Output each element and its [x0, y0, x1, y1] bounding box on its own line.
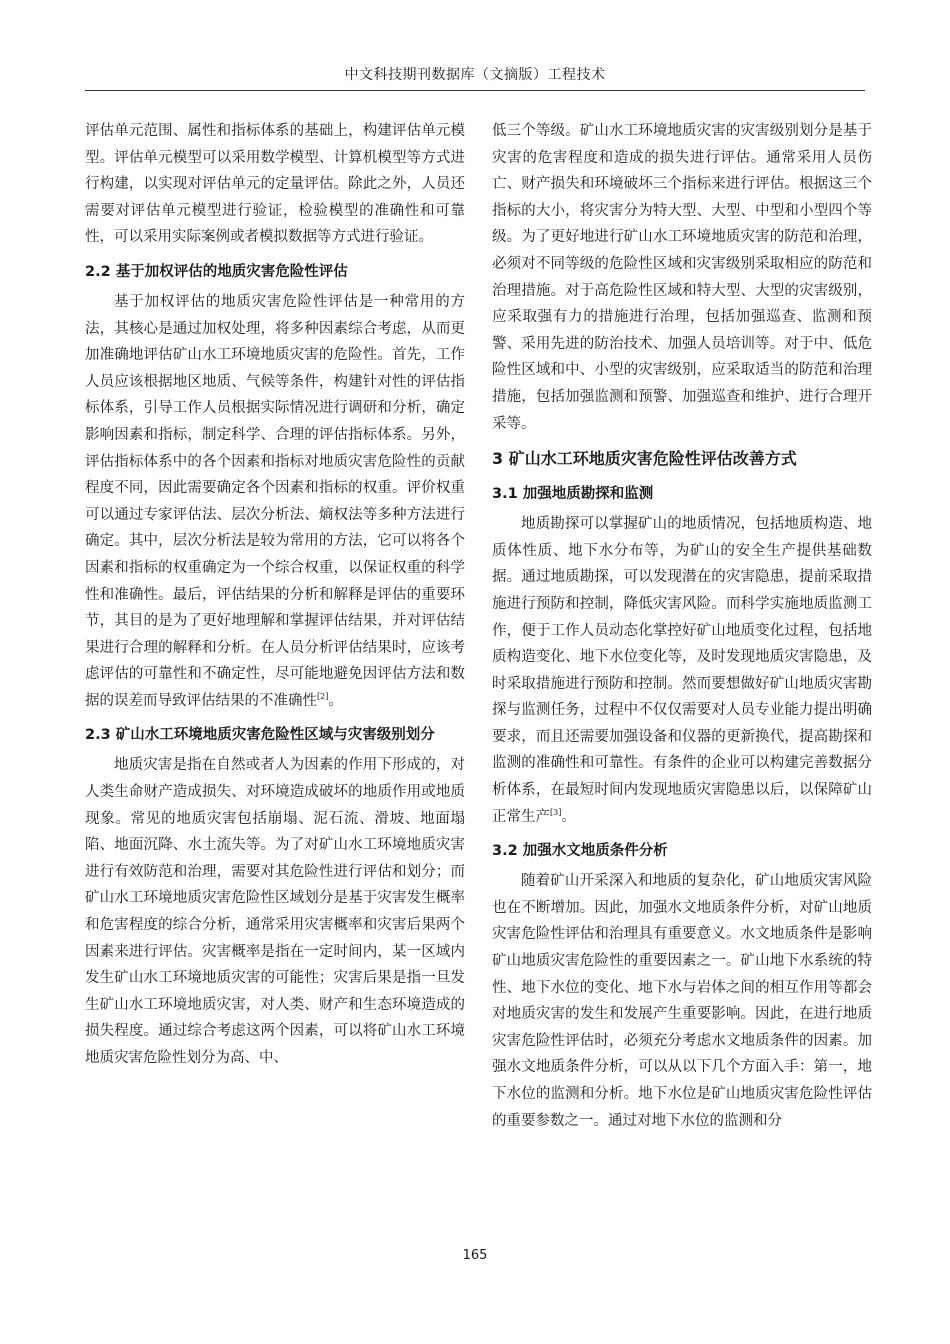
header-rule — [85, 90, 865, 91]
page-number: 165 — [462, 1248, 488, 1263]
section-heading-2-2: 2.2 基于加权评估的地质灾害危险性评估 — [85, 263, 348, 280]
paragraph-end: 。 — [561, 808, 576, 825]
paragraph — [85, 289, 465, 715]
section-heading-3-1: 3.1 加强地质勘探和监测 — [492, 486, 654, 503]
citation-ref[interactable]: [2] — [317, 692, 329, 702]
paragraph: 地质灾害是指在自然或者人为因素的作用下形成的，对人类生命财产造成损失、对环境造成破坏的地质作用或地质现象。常见的地质灾害包括崩塌、泥石流、滑坡、地面塌陷、地面沉降、水土流失等。为了对矿山水工环境地质灾害进行有效防范和治理，需要对其危险性进行评估和划分；而矿山水工环境地质灾害危险性区域划分是基于灾害发生概率和危害程度的综合分析，通常采用灾害概率和灾害后果两个因素来进行评估。灾害概率是指在一定时间内，某一区域内发生矿山水工环境地质灾害的可能性；灾害后果是指一旦发生矿山水工环境地质灾害，对人类、财产和生态环境造成的损失程度。通过综合考虑这两个因素，可以将矿山水工环境地质灾害危险性划分为高、中、 — [85, 757, 465, 1066]
left-column — [85, 118, 465, 1072]
paragraph-text: 基于加权评估的地质灾害危险性评估是一种常用的方法，其核心是通过加权处理，将多种因素综合考虑，从而更加准确地评估矿山水工环境地质灾害的危险性。首先，工作人员应该根据地区地质、气候等条件，构建针对性的评估指标体系，引导工作人员根据实际情况进行调研和分析，确定影响因素和指标，制定科学、合理的评估指标体系。另外，评估指标体系中的各个因素和指标对地质灾害危险性的贡献程度不同，因此需要确定各个因素和指标的权重。评价权重可以通过专家评估法、层次分析法、熵权法等多种方法进行确定。其中，层次分析法是较为常用的方法，它可以将各个因素和指标的权重确定为一个综合权重，以保证权重的科学性和准确性。最后，评估结果的分析和解释是评估的重要环节，其目的是为了更好地理解和掌握评估结果，并对评估结果进行合理的解释和分析。在人员分析评估结果时，应该考虑评估的可靠性和不确定性，尽可能地避免因评估方法和数据的误差而导致评估结果的不准确性 — [85, 293, 465, 709]
citation-ref[interactable]: [3] — [550, 807, 562, 817]
paragraph: 随着矿山开采深入和地质的复杂化，矿山地质灾害风险也在不断增加。因此，加强水文地质条件分析，对矿山地质灾害危险性评估和治理具有重要意义。水文地质条件是影响矿山地质灾害危险性的重要因素之一。矿山地下水系统的特性、地下水位的变化、地下水与岩体之间的相互作用等都会对地质灾害的发生和发展产生重要影响。因此，在进行地质灾害危险性评估时，必须充分考虑水文地质条件的因素。加强水文地质条件分析，可以从以下几个方面入手：第一，地下水位的监测和分析。地下水位是矿山地质灾害危险性评估的重要参数之一。通过对地下水位的监测和分 — [492, 873, 872, 1129]
paragraph: 低三个等级。矿山水工环境地质灾害的灾害级别划分是基于灾害的危害程度和造成的损失进行评估。通常采用人员伤亡、财产损失和环境破坏三个指标来进行评估。根据这三个指标的大小，将灾害分为特大型、大型、中型和小型四个等级。为了更好地进行矿山水工环境地质灾害的防范和治理，必须对不同等级的危险性区域和灾害级别采取相应的防范和治理措施。对于高危险性区域和特大型、大型的灾害级别，应采取强有力的措施进行治理，包括加强巡查、监测和预警、采用先进的防治技术、加强人员培训等。对于中、低危险性区域和中、小型的灾害级别，应采取适当的防范和治理措施，包括加强监测和预警、加强巡查和维护、进行合理开采等。 — [492, 123, 872, 432]
section-heading-2-3: 2.3 矿山水工环境地质灾害危险性区域与灾害级别划分 — [85, 727, 435, 744]
paragraph — [492, 511, 872, 830]
right-column — [492, 118, 872, 1134]
section-heading-3-2: 3.2 加强水文地质条件分析 — [492, 843, 668, 860]
section-heading-3: 3 矿山水工环地质灾害危险性评估改善方式 — [492, 449, 797, 469]
paragraph-end: 。 — [328, 692, 343, 709]
paragraph: 评估单元范围、属性和指标体系的基础上，构建评估单元模型。评估单元模型可以采用数学模型、计算机模型等方式进行构建，以实现对评估单元的定量评估。除此之外，人员还需要对评估单元模型进行验证，检验模型的准确性和可靠性，可以采用实际案例或者模拟数据等方式进行验证。 — [85, 123, 465, 246]
paragraph-text: 地质勘探可以掌握矿山的地质情况，包括地质构造、地质体性质、地下水分布等，为矿山的安全生产提供基础数据。通过地质勘探，可以发现潜在的灾害隐患，提前采取措施进行预防和控制，降低灾害风险。而科学实施地质监测工作，便于工作人员动态化掌控好矿山地质变化过程，包括地质构造变化、地下水位变化等，及时发现地质灾害隐患，及时采取措施进行预防和控制。然而要想做好矿山地质灾害勘探与监测任务，过程中不仅仅需要对人员专业能力提出明确要求，而且还需要加强设备和仪器的更新换代，提高勘探和监测的准确性和可靠性。有条件的企业可以构建完善数据分析体系，在最短时间内发现地质灾害隐患以后，以保障矿山正常生产 — [492, 516, 872, 825]
journal-header: 中文科技期刊数据库（文摘版）工程技术 — [344, 67, 606, 83]
